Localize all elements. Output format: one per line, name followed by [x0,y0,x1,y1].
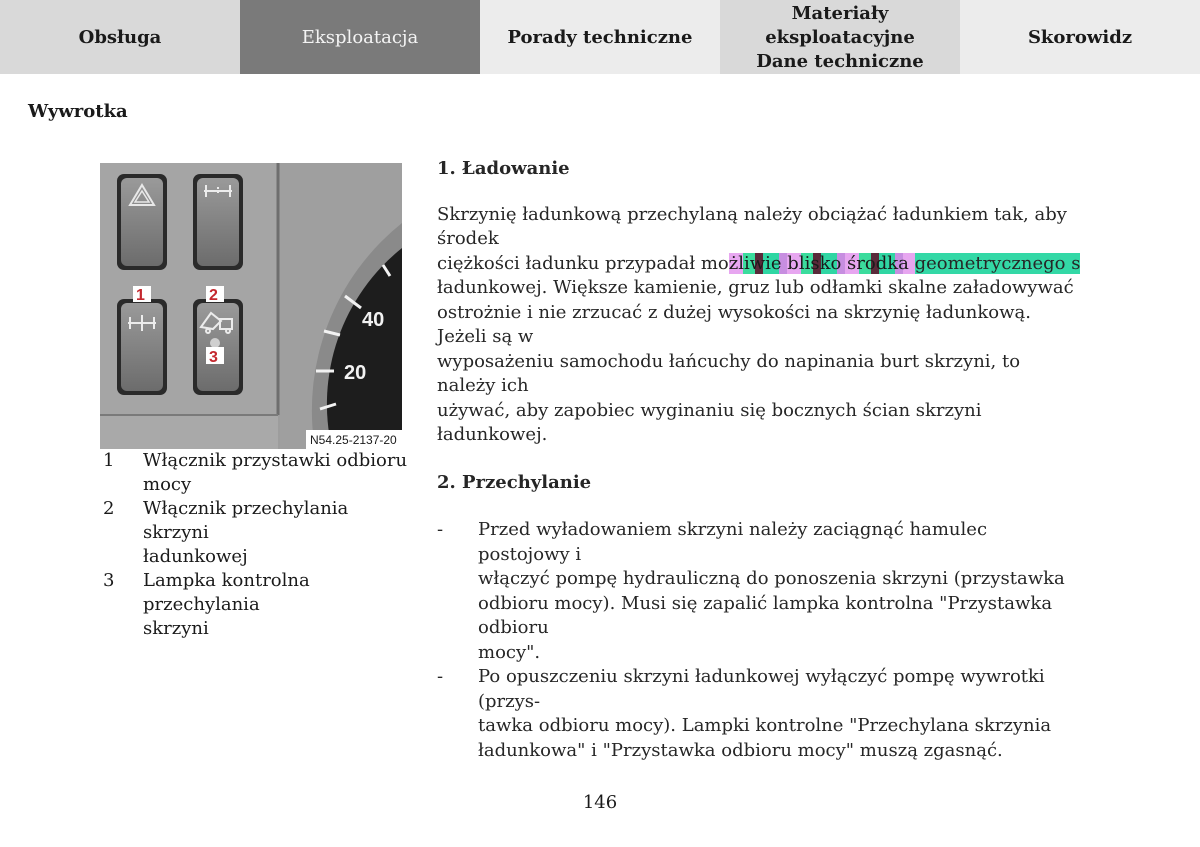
bullet-item [437,518,1077,665]
gauge-label-20: 20 [344,362,367,384]
tipper-indicator-lamp [210,338,220,348]
tab-skorowidz[interactable]: Skorowidz [960,0,1200,74]
text-line: mocy". [478,641,541,663]
tab-dane-techniczne-label: Dane techniczne [756,51,924,72]
scan-artifact: żliwie blisko środka [728,252,915,274]
text-line: tawka odbioru mocy). Lampki kontrolne "Przechylana skrzynia [478,715,1052,736]
tab-materialy-dane-techniczne[interactable] [720,0,960,74]
text-line: Skrzynię ładunkową przechylaną należy obciążać ładunkiem tak, aby środek [437,203,1067,249]
main-content [437,157,1081,763]
axle-lock-switch [193,174,243,270]
text-line: odbioru mocy). Musi się zapalić lampka kontrolna "Przystawka odbioru [478,592,1053,638]
callout-3: 3 [209,349,218,366]
figure-illustration [100,163,402,449]
heading-loading: 1. Ładowanie [437,158,570,179]
legend-text: Włącznik przechylania skrzyni [143,498,349,543]
section-title: Wywrotka [28,101,128,122]
paragraph-loading [437,203,1081,448]
dashboard-switches-figure [100,163,402,449]
legend-text: skrzyni [143,618,209,639]
pto-switch [117,299,167,395]
text-line: używać, aby zapobiec wyginaniu się bocznych ścian skrzyni ładunkowej. [437,399,982,445]
gauge-label-40: 40 [362,309,385,331]
legend-number: 2 [103,498,115,519]
heading-tipping: 2. Przechylanie [437,471,592,493]
bullet-dash: - [437,666,444,687]
tab-eksploatacja[interactable]: Eksploatacja [240,0,480,74]
tab-porady-techniczne[interactable]: Porady techniczne [480,0,720,74]
legend-item [103,569,413,641]
text-line: włączyć pompę hydrauliczną do ponoszenia skrzyni (przystawka [478,568,1065,589]
legend-number: 1 [103,450,115,471]
top-navigation [0,0,1200,74]
legend-number: 3 [103,570,115,591]
text-fragment: ciężkości ładunku przypadał mo [437,252,729,274]
tab-obsluga[interactable]: Obsługa [0,0,240,74]
legend-text: Lampka kontrolna przechylania [143,570,310,615]
text-line [437,252,1081,277]
text-line: ostrożnie i nie zrzucać z dużej wysokości na skrzynię ładunkową. Jeżeli są w [437,301,1031,347]
text-fragment: geometrycznego s [914,252,1081,274]
legend-text: Włącznik przystawki odbioru [143,450,408,471]
hazard-switch [117,174,167,270]
legend-item [103,449,413,497]
callout-1: 1 [136,287,145,304]
tab-materialy-label: Materiały eksploatacyjne [765,3,915,48]
bullet-item [437,665,1077,763]
text-line: Przed wyładowaniem skrzyni należy zaciągnąć hamulec postojowy i [478,519,988,565]
text-line: ładunkowej. Większe kamienie, gruz lub odłamki skalne załadowywać [437,277,1074,298]
text-line: Po opuszczeniu skrzyni ładunkowej wyłączyć pompę wywrotki (przys- [478,666,1045,712]
text-line: ładunkowa" i "Przystawka odbioru mocy" muszą zgasnąć. [478,739,1003,761]
legend-text: mocy [143,474,192,495]
bullet-dash: - [437,519,444,540]
legend-text: ładunkowej [143,546,248,567]
figure-legend [103,449,413,641]
legend-item [103,497,413,569]
callout-2: 2 [209,287,218,304]
figure-code: N54.25-2137-20 [310,433,397,447]
text-line: wyposażeniu samochodu łańcuchy do napinania burt skrzyni, to należy ich [437,350,1021,396]
page-number: 146 [582,792,618,813]
